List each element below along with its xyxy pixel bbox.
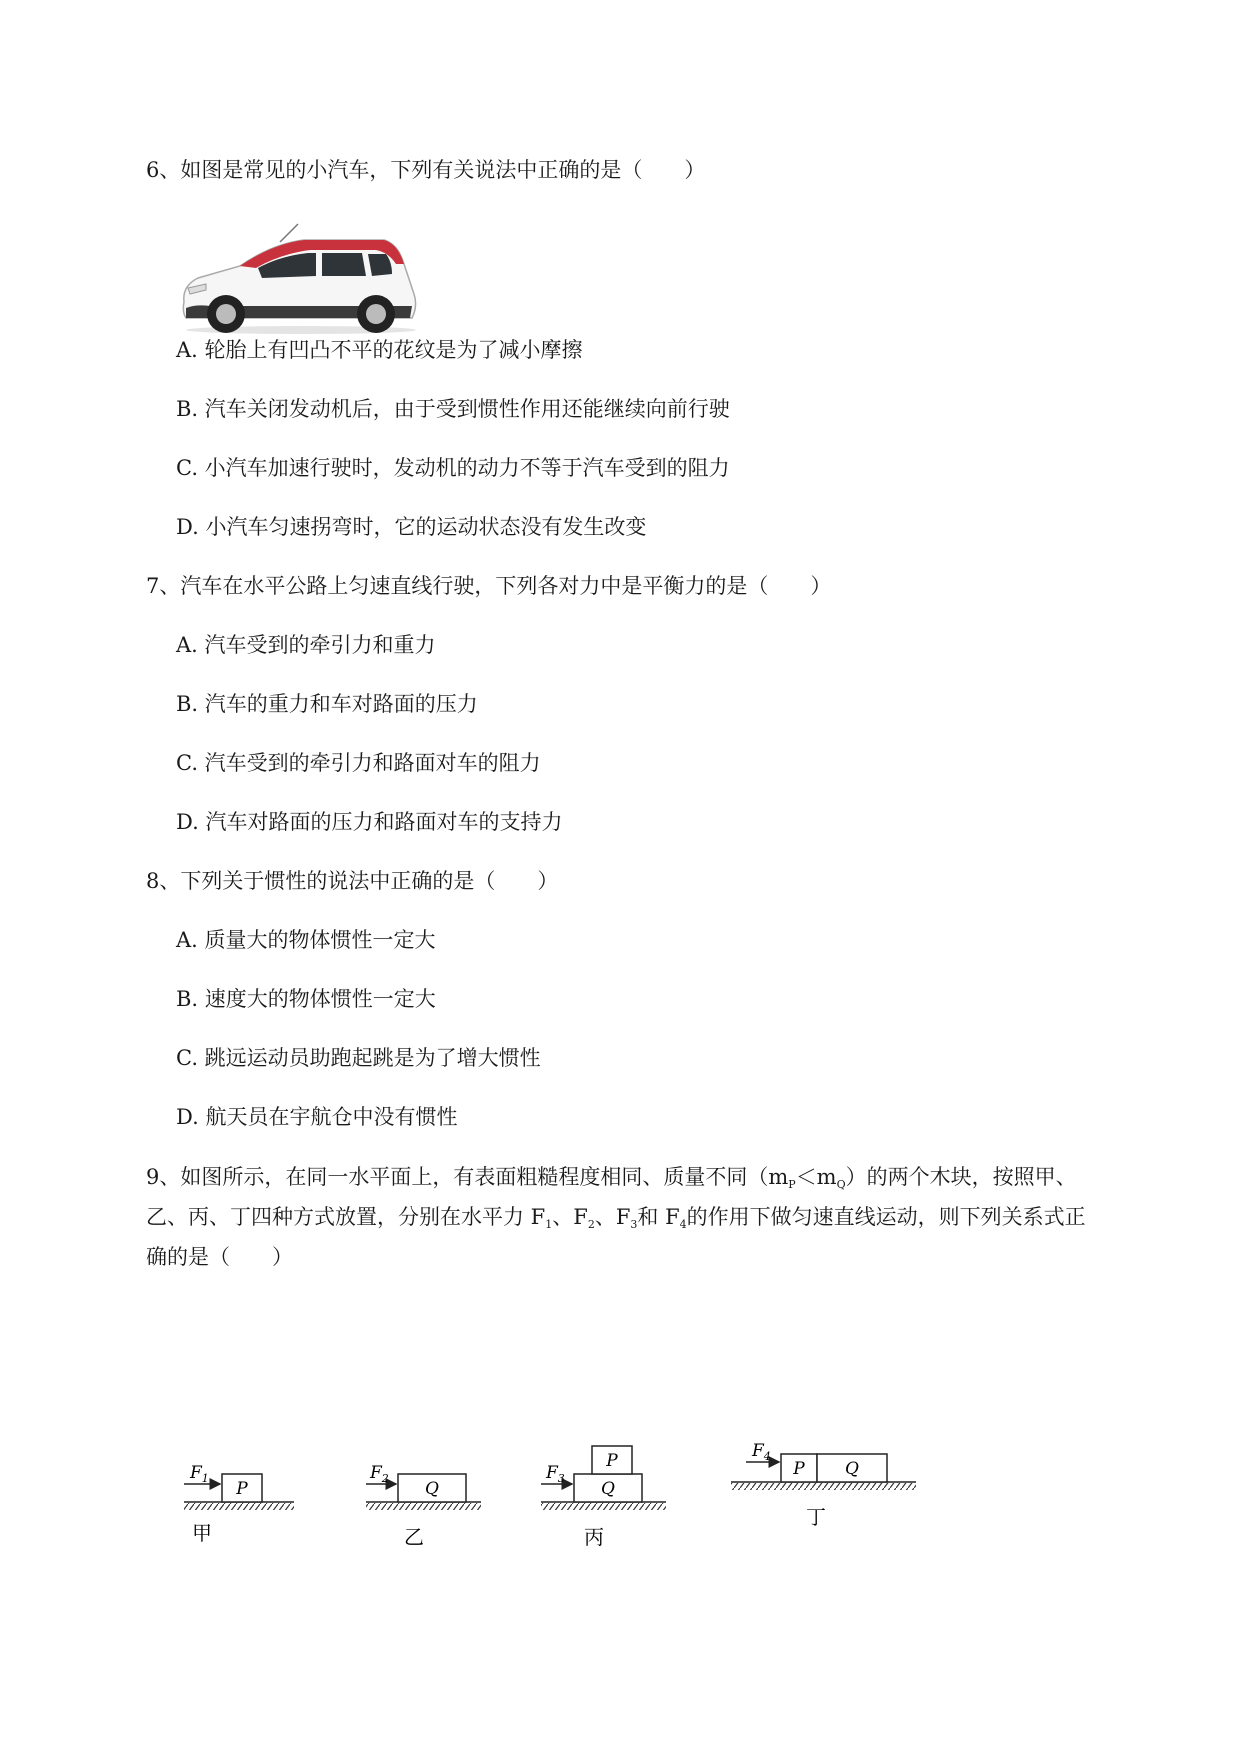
q8-option-c: C. 跳远运动员助跑起跳是为了增大惯性 [176,1046,541,1070]
q8-option-d: D. 航天员在宇航仓中没有惯性 [176,1105,458,1129]
q8-option-a: A. 质量大的物体惯性一定大 [176,928,436,952]
label-ding: 丁 [806,1505,826,1529]
force-label: $F_3$ [546,1463,565,1485]
question-9-stem-line1: 9、如图所示，在同一水平面上，有表面粗糙程度相同、质量不同$(m_P<m_Q)$的两个木块，按照甲、 [146,1165,1077,1191]
q6-option-c: C. 小汽车加速行驶时，发动机的动力不等于汽车受到的阻力 [176,456,730,480]
car-image [176,222,426,338]
setup-ding [731,1441,916,1529]
q8-option-b: B. 速度大的物体惯性一定大 [176,987,436,1011]
question-9-stem-line2: 乙、丙、丁四种方式放置，分别在水平力 $F_1$、$F_2$、$F_3$和 $F_4$的作用下做匀速直线运动，则下列关系式正 [146,1205,1086,1231]
block-q-label: Q [845,1459,859,1479]
question-8-stem: 8、下列关于惯性的说法中正确的是（ ） [146,869,559,893]
question-7-stem: 7、汽车在水平公路上匀速直线行驶，下列各对力中是平衡力的是（ ） [146,574,832,598]
q9-figure [176,1440,936,1570]
force-label: $F_2$ [370,1463,389,1485]
block-p-label: P [236,1479,248,1499]
q6-option-d: D. 小汽车匀速拐弯时，它的运动状态没有发生改变 [176,515,647,539]
q6-option-a: A. 轮胎上有凹凸不平的花纹是为了减小摩擦 [176,338,583,362]
setup-jia [184,1463,294,1545]
label-yi: 乙 [404,1525,424,1549]
question-9-stem-line3: 确的是（ ） [146,1245,293,1269]
question-6-stem: 6、如图是常见的小汽车，下列有关说法中正确的是（ ） [146,158,706,182]
block-q-label: Q [425,1479,439,1499]
q7-option-c: C. 汽车受到的牵引力和路面对车的阻力 [176,751,541,775]
label-bing: 丙 [584,1525,604,1549]
label-jia: 甲 [192,1521,212,1545]
block-q-label: Q [601,1479,615,1499]
q7-option-d: D. 汽车对路面的压力和路面对车的支持力 [176,810,563,834]
block-p-label: P [606,1451,618,1471]
setup-yi [366,1463,481,1549]
force-label: $F_4$ [752,1441,771,1463]
force-label: $F_1$ [190,1463,209,1485]
q6-option-b: B. 汽车关闭发动机后，由于受到惯性作用还能继续向前行驶 [176,397,730,421]
setup-bing [541,1446,666,1549]
q7-option-a: A. 汽车受到的牵引力和重力 [176,633,436,657]
block-p-label: P [793,1459,805,1479]
q7-option-b: B. 汽车的重力和车对路面的压力 [176,692,478,716]
